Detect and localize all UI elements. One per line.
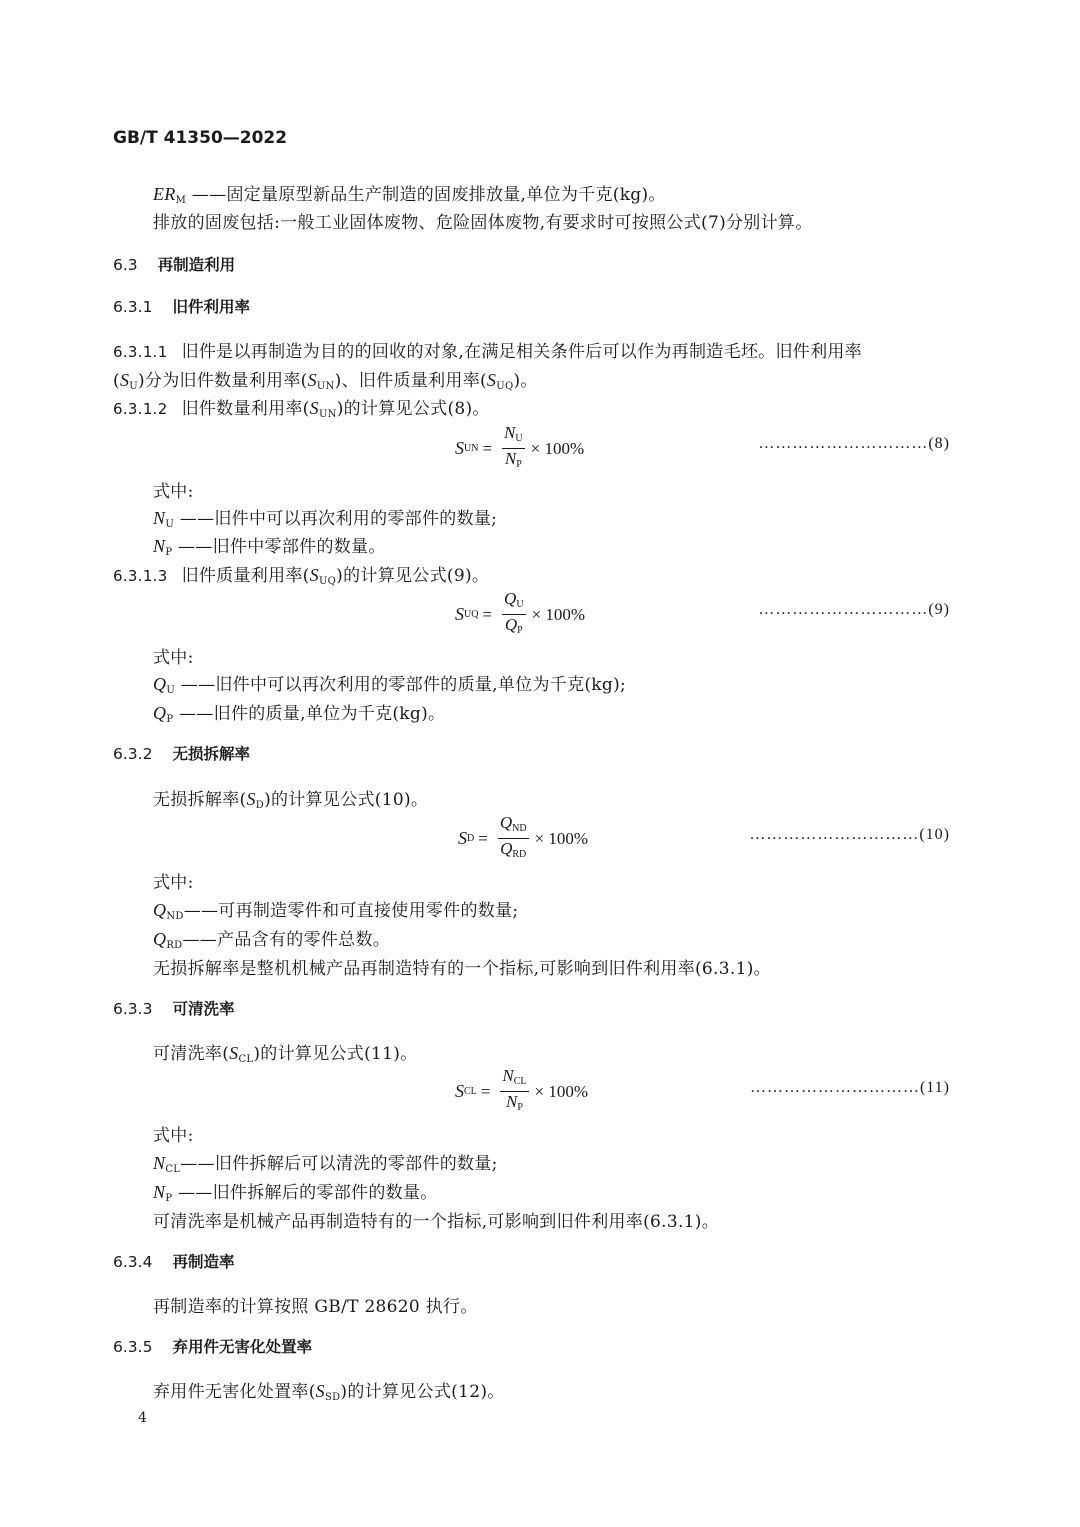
formula-tail: × 100% — [534, 1081, 588, 1101]
text-part: )分为旧件数量利用率( — [137, 371, 308, 391]
numerator-symbol: Q — [499, 813, 513, 832]
sub-cl: CL — [238, 1054, 254, 1065]
section-title: 弃用件无害化处置率 — [172, 1338, 312, 1356]
sub-uq: UQ — [318, 576, 337, 587]
numerator — [502, 589, 526, 614]
para-6-3-2-note: 无损拆解率是整机机械产品再制造特有的一个指标,可影响到旧件利用率(6.3.1)。 — [153, 959, 771, 979]
text-part: )的计算见公式(11)。 — [253, 1044, 418, 1064]
section-number: 6.3 — [113, 256, 138, 274]
er-definition — [153, 180, 666, 206]
formula-tail: × 100% — [530, 438, 585, 458]
waste-note: 排放的固废包括:一般工业固体废物、危险固体废物,有要求时可按照公式(7)分别计算。 — [153, 213, 813, 233]
paren-open: ( — [113, 371, 120, 391]
numerator-sub: CL — [513, 1076, 527, 1087]
sub-sd: SD — [324, 1392, 341, 1403]
text-part: 可清洗率( — [153, 1044, 230, 1064]
clause-text: 旧件是以再制造为目的的回收的对象,在满足相关条件后可以作为再制造毛坯。旧件利用率 — [181, 342, 862, 362]
denominator-sub: P — [516, 459, 522, 470]
formula-9 — [455, 589, 585, 640]
numerator — [498, 813, 529, 838]
symbol-s: S — [315, 1381, 325, 1401]
def-sub: U — [166, 685, 176, 696]
para-6-3-3-intro — [153, 1039, 418, 1065]
equals-sign: = — [482, 604, 493, 624]
section-number: 6.3.3 — [113, 1000, 153, 1018]
definition-qrd — [153, 925, 390, 951]
def-sub: U — [165, 519, 175, 530]
sub-d: D — [255, 800, 265, 811]
def-sub: ND — [166, 911, 184, 922]
symbol-s: S — [309, 565, 319, 585]
def-text: ——可再制造零件和可直接使用零件的数量; — [183, 901, 519, 921]
def-symbol: Q — [153, 900, 167, 920]
lhs-sub: UN — [464, 443, 479, 454]
symbol-s: S — [229, 1043, 239, 1063]
symbol-s: S — [246, 789, 256, 809]
numerator-sub: U — [515, 433, 523, 444]
text-part: )的计算见公式(8)。 — [336, 399, 490, 419]
section-6-3-1 — [113, 295, 250, 317]
text-part: )的计算见公式(10)。 — [264, 790, 429, 810]
section-number: 6.3.2 — [113, 745, 153, 763]
clause-number: 6.3.1.1 — [113, 343, 168, 361]
definition-ncl — [153, 1149, 498, 1175]
lhs-sub: CL — [464, 1086, 477, 1097]
standard-code: GB/T 41350—2022 — [113, 128, 288, 148]
where-label: 式中: — [153, 648, 194, 668]
clause-6-3-1-3 — [113, 561, 489, 587]
text-part: )的计算见公式(12)。 — [340, 1382, 505, 1402]
def-symbol: Q — [153, 703, 167, 723]
section-6-3-4 — [113, 1250, 234, 1272]
def-symbol: N — [153, 508, 166, 528]
lhs-symbol: S — [455, 604, 464, 624]
definition-np — [153, 532, 386, 558]
section-title: 再制造利用 — [157, 256, 236, 274]
clause-6-3-1-2 — [113, 394, 490, 420]
numerator-symbol: N — [502, 1066, 514, 1085]
text-part: )的计算见公式(9)。 — [336, 566, 490, 586]
section-6-3-5 — [113, 1335, 312, 1357]
where-label: 式中: — [153, 873, 194, 893]
def-text: ——旧件中零部件的数量。 — [178, 537, 386, 557]
er-sub: M — [175, 195, 187, 206]
lhs-symbol: S — [458, 828, 467, 848]
where-label: 式中: — [153, 482, 194, 502]
denominator-symbol: Q — [500, 839, 513, 858]
para-6-3-4: 再制造率的计算按照 GB/T 28620 执行。 — [153, 1297, 478, 1317]
def-text: ——旧件中可以再次利用的零部件的质量,单位为千克(kg); — [180, 675, 627, 695]
where-label: 式中: — [153, 1126, 194, 1146]
denominator — [504, 1092, 525, 1117]
definition-qnd — [153, 896, 518, 922]
lhs-symbol: S — [455, 438, 464, 458]
clause-number: 6.3.1.2 — [113, 400, 168, 418]
section-6-3-3 — [113, 997, 234, 1019]
clause-number: 6.3.1.3 — [113, 567, 168, 585]
denominator-symbol: N — [504, 449, 517, 468]
text-part: 无损拆解率( — [153, 790, 247, 810]
text-part: 旧件数量利用率( — [181, 399, 310, 419]
fraction — [500, 1066, 528, 1117]
section-title: 旧件利用率 — [172, 298, 250, 316]
denominator-symbol: Q — [504, 615, 518, 634]
def-text: ——旧件中可以再次利用的零部件的数量; — [179, 509, 498, 529]
def-sub: P — [165, 547, 173, 558]
def-sub: P — [165, 1193, 173, 1204]
er-desc: ——固定量原型新品生产制造的固废排放量,单位为千克(kg)。 — [191, 185, 666, 205]
formula-11-label: …………………………(11) — [749, 1079, 950, 1096]
clause-6-3-1-1-line1 — [113, 337, 862, 362]
page-number: 4 — [138, 1410, 147, 1426]
text-part: )。 — [513, 371, 538, 391]
formula-10-label: …………………………(10) — [749, 826, 950, 843]
denominator — [503, 615, 525, 640]
clause-6-3-1-1-line2 — [113, 366, 538, 392]
def-symbol: Q — [153, 674, 167, 694]
section-6-3 — [113, 253, 235, 275]
text-part: )、旧件质量利用率( — [334, 371, 487, 391]
def-symbol: N — [153, 1182, 166, 1202]
def-sub: P — [166, 714, 174, 725]
section-6-3-2 — [113, 742, 250, 764]
denominator — [503, 449, 524, 474]
definition-nu — [153, 504, 497, 530]
formula-8 — [455, 423, 584, 474]
sub-un: UN — [316, 381, 335, 392]
def-text: ——旧件拆解后的零部件的数量。 — [178, 1183, 438, 1203]
formula-tail: × 100% — [534, 828, 589, 848]
section-title: 可清洗率 — [172, 1000, 235, 1018]
fraction — [502, 423, 525, 474]
definition-qp — [153, 699, 445, 725]
def-sub: RD — [166, 940, 183, 951]
numerator-symbol: N — [504, 423, 516, 442]
symbol-s: S — [307, 370, 317, 390]
para-6-3-5 — [153, 1377, 505, 1403]
text-part: 弃用件无害化处置率( — [153, 1382, 316, 1402]
def-symbol: N — [153, 1153, 166, 1173]
equals-sign: = — [482, 438, 493, 458]
symbol-s: S — [486, 370, 497, 390]
text-part: 旧件质量利用率( — [181, 566, 310, 586]
fraction — [502, 589, 526, 640]
def-text: ——产品含有的零件总数。 — [182, 930, 391, 950]
denominator-sub: RD — [512, 849, 527, 860]
numerator — [502, 423, 525, 448]
def-text: ——旧件的质量,单位为千克(kg)。 — [179, 704, 446, 724]
section-number: 6.3.5 — [113, 1338, 153, 1356]
denominator — [498, 839, 528, 864]
formula-8-label: …………………………(8) — [758, 435, 950, 452]
lhs-sub: D — [467, 833, 475, 844]
para-6-3-3-note: 可清洗率是机械产品再制造特有的一个指标,可影响到旧件利用率(6.3.1)。 — [153, 1212, 720, 1232]
symbol-s: S — [309, 398, 319, 418]
sub-un: UN — [318, 409, 337, 420]
denominator-sub: P — [517, 1102, 523, 1113]
para-6-3-2-intro — [153, 785, 428, 811]
numerator-symbol: Q — [504, 589, 517, 608]
denominator-sub: P — [517, 625, 523, 636]
def-text: ——旧件拆解后可以清洗的零部件的数量; — [180, 1154, 498, 1174]
symbol-s: S — [119, 370, 130, 390]
formula-10 — [458, 813, 588, 864]
sub-u: U — [129, 381, 138, 392]
numerator-sub: ND — [512, 823, 527, 834]
def-sub: CL — [165, 1164, 181, 1175]
formula-9-label: …………………………(9) — [758, 601, 950, 618]
def-symbol: Q — [153, 929, 167, 949]
denominator-symbol: N — [505, 1092, 518, 1111]
definition-np2 — [153, 1178, 438, 1204]
lhs-sub: UQ — [464, 609, 479, 620]
section-number: 6.3.1 — [113, 298, 153, 316]
numerator — [500, 1066, 528, 1091]
section-title: 无损拆解率 — [172, 745, 250, 763]
formula-tail: × 100% — [531, 604, 586, 624]
def-symbol: N — [153, 536, 166, 556]
sub-uq: UQ — [496, 381, 514, 392]
definition-qu — [153, 670, 626, 696]
section-number: 6.3.4 — [113, 1253, 153, 1271]
er-symbol: ER — [153, 184, 176, 204]
numerator-sub: U — [516, 599, 524, 610]
fraction — [498, 813, 529, 864]
lhs-symbol: S — [455, 1081, 464, 1101]
section-title: 再制造率 — [172, 1253, 235, 1271]
formula-11 — [455, 1066, 588, 1117]
equals-sign: = — [480, 1081, 491, 1101]
equals-sign: = — [478, 828, 488, 848]
